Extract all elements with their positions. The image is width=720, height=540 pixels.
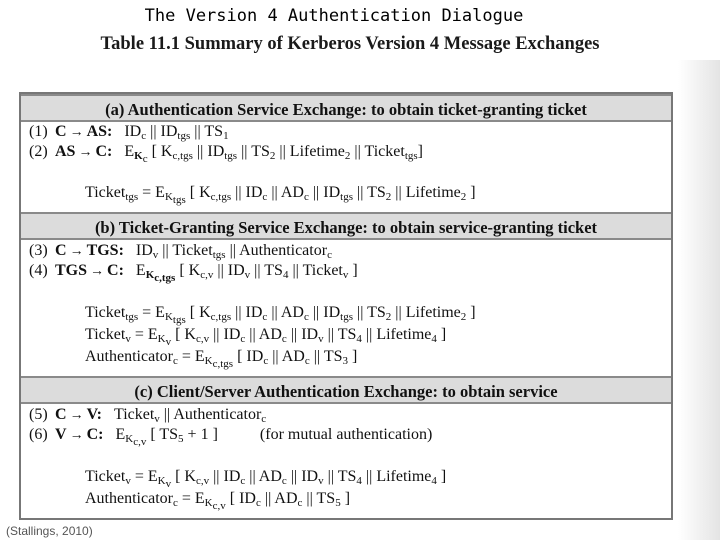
message-5: (5) C → V: Ticket$_v$ || Authenticator$_c$ [29, 406, 267, 425]
section-a-heading: (a) Authentication Service Exchange: to obtain ticket-granting ticket [21, 94, 671, 122]
section-c-heading: (c) Client/Server Authentication Exchange: to obtain service [21, 376, 671, 404]
message-exchange-table [19, 92, 673, 520]
authenticator-formula-c: Authenticator$_c$ = $E_{K_{c,v}}$ [ $ID_c$ || $AD_c$ || $TS_5$ ] [85, 490, 351, 512]
ticket-tgs-formula-a: Ticket$_{tgs}$ = $E_{K_{tgs}}$ [ $K_{c,tgs}$ || $ID_c$ || $AD_c$ || $ID_{tgs}$ || $TS_2$ || Lifetime$_2$ ] [85, 184, 476, 206]
ticket-v-formula-c: Ticket$_v$ = $E_{K_v}$ [ $K_{c,v}$ || $ID_c$ || $AD_c$ || $ID_v$ || $TS_4$ || Lifetime$_4$ ] [85, 468, 447, 490]
section-b-heading: (b) Ticket-Granting Service Exchange: to obtain service-granting ticket [21, 212, 671, 240]
message-4: (4) TGS → C: $E_{K_{c,tgs}}$ [ $K_{c,v}$ || $ID_v$ || $TS_4$ || Ticket$_v$ ] [29, 262, 358, 284]
authenticator-formula-b: Authenticator$_c$ = $E_{K_{c,tgs}}$ [ $ID_c$ || $AD_c$ || $TS_3$ ] [85, 348, 358, 370]
message-6: (6) V → C: $E_{K_{c,v}}$ [ $TS_5 + 1$ ] (for mutual authentication) [29, 426, 433, 448]
source-citation: (Stallings, 2010) [6, 524, 93, 538]
ticket-v-formula-b: Ticket$_v$ = $E_{K_v}$ [ $K_{c,v}$ || $ID_c$ || $AD_c$ || $ID_v$ || $TS_4$ || Lifetime$_4$ ] [85, 326, 447, 348]
message-1: (1) C → AS: $ID_c$ || $ID_{tgs}$ || $TS_1$ [29, 123, 229, 142]
ticket-tgs-formula-b: Ticket$_{tgs}$ = $E_{K_{tgs}}$ [ $K_{c,tgs}$ || $ID_c$ || $AD_c$ || $ID_{tgs}$ || $TS_2$ || Lifetime$_2$ ] [85, 304, 476, 326]
slide-title: The Version 4 Authentication Dialogue [144, 6, 524, 26]
message-3: (3) C → TGS: $ID_v$ || Ticket$_{tgs}$ || Authenticator$_c$ [29, 242, 332, 261]
mutual-auth-note: (for mutual authentication) [259, 426, 433, 443]
decorative-shade [678, 60, 720, 540]
message-2: (2) AS → C: $E_{K_c}$ [ $K_{c,tgs}$ || $ID_{tgs}$ || $TS_2$ || Lifetime$_2$ || Ticket$_{tgs}$] [29, 143, 423, 165]
table-caption: Table 11.1 Summary of Kerberos Version 4 Message Exchanges [100, 34, 600, 54]
